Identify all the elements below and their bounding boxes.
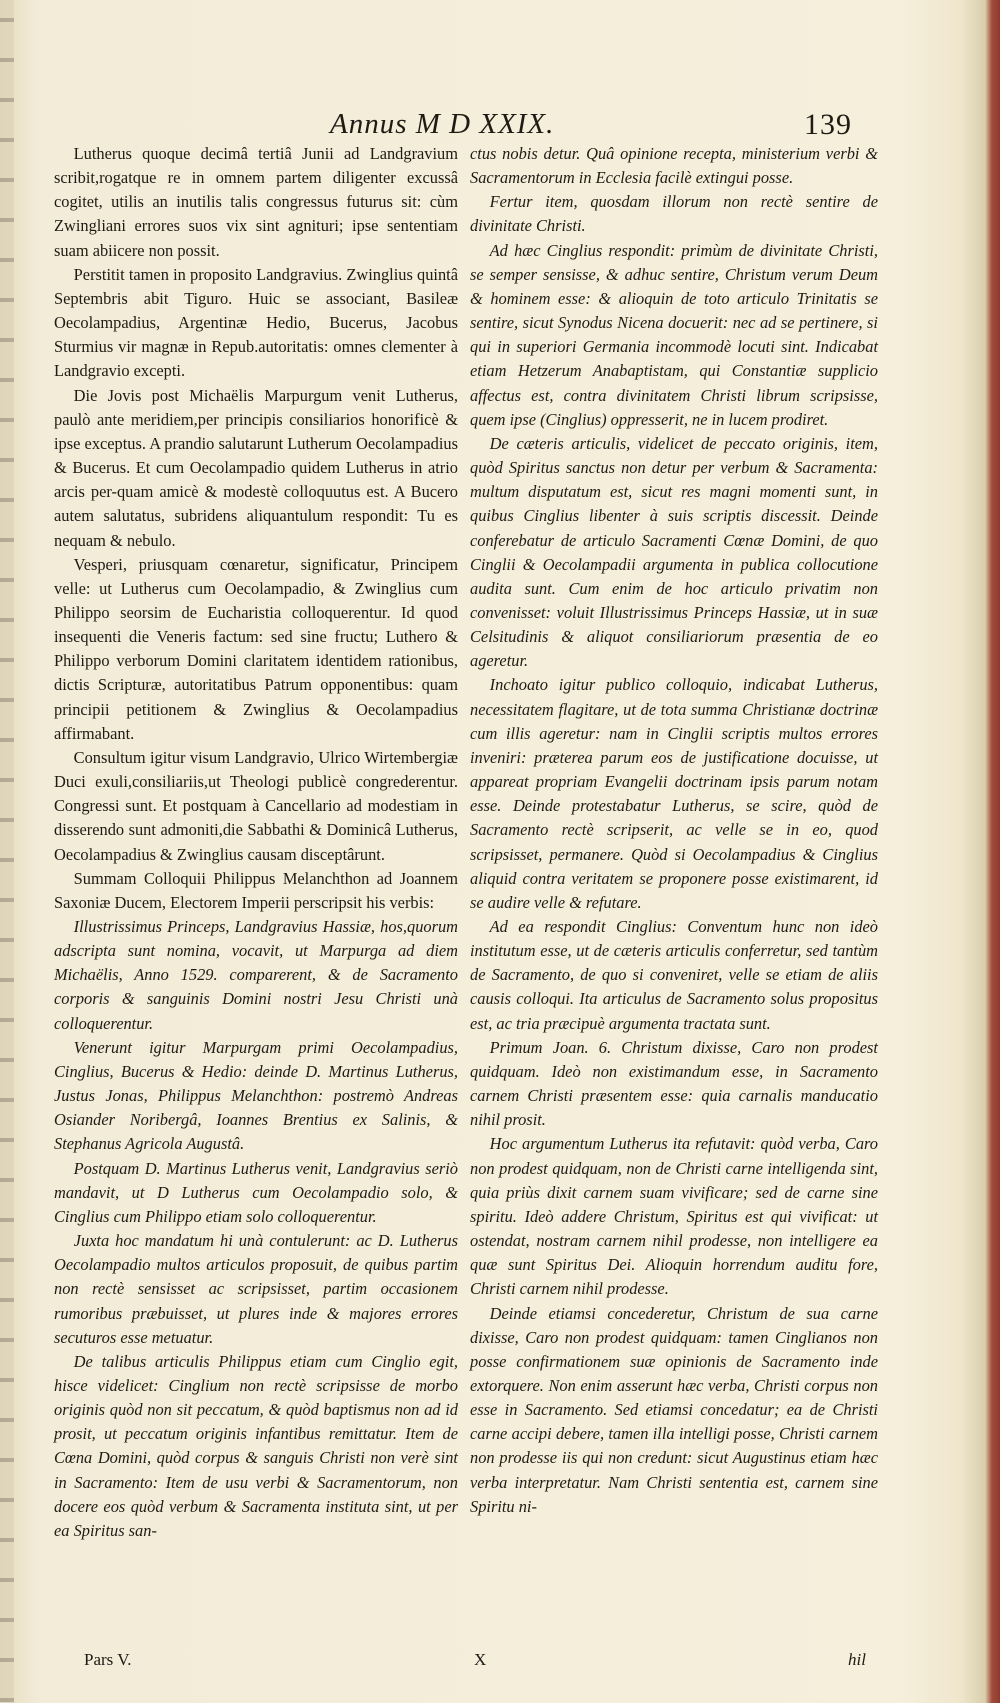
paragraph: Deinde etiamsi concederetur, Christum de sua carne dixisse, Caro non prodest quidquam: tamen Cinglianos non posse confirmationem suæ opinionis de Sacramento inde extorquere. Non enim asserunt hæc verba, Christi corpus non esse in Sacramento. Sed etiamsi concedatur; ea de Christi carne accipi debere, tamen illa intelligi posse, Christi carnem non prodesse iis qui non credunt: sicut Augustinus etiam hæc verba interpretatur. Nam Christi sententia est, carnem sine Spiritu ni- <box>470 1303 878 1516</box>
part-label: Pars V. <box>84 1650 132 1669</box>
paragraph: Postquam D. Martinus Lutherus venit, Landgravius seriò mandavit, ut D Lutherus cum Oecolampadio solo, & Cinglius cum Philippo etiam solo colloquerentur. <box>54 1158 458 1226</box>
binding-gutter <box>0 0 14 1703</box>
paragraph: Vesperi, priusquam cœnaretur, significatur, Principem velle: ut Lutherus cum Oecolampadio, & Zwinglius cum Philippo seorsim de Eucharistia colloquerentur. Id quod insequenti die Veneris factum: sed sine fructu; Luthero & Philippo verborum Domini claritatem identidem rationibus, dictis Scripturæ, autoritatibus Patrum opponentibus: quam principii petitionem & Zwinglius & Oecolampadius affirmabant. <box>54 554 458 743</box>
signature-mark: X <box>474 1650 487 1669</box>
page-footer <box>54 1650 904 1676</box>
paragraph: ctus nobis detur. Quâ opinione recepta, ministerium verbi & Sacramentorum in Ecclesia facilè extingui posse. <box>470 144 878 188</box>
paragraph: Summam Colloquii Philippus Melanchthon ad Joannem Saxoniæ Ducem, Electorem Imperii perscripsit his verbis: <box>54 868 458 912</box>
paragraph: Ad ea respondit Cinglius: Conventum hunc non ideò institutum esse, ut de cæteris articulis conferretur, sed tantùm de Sacramento, de quo si conveniret, velle se etiam de aliis causis colloqui. Ita articulus de Sacramento solus propositus est, ac tria præcipuè argumenta tractata sunt. <box>470 917 878 1033</box>
paragraph: Venerunt igitur Marpurgam primi Oecolampadius, Cinglius, Bucerus & Hedio: deinde D. Martinus Lutherus, Justus Jonas, Philippus Melanchthon: postremò Andreas Osiander Noribergâ, Ioannes Brentius ex Salinis, & Stephanus Agricola Augustâ. <box>54 1037 458 1154</box>
paragraph: Ad hæc Cinglius respondit: primùm de divinitate Christi, se semper sensisse, & adhuc sentire, Christum verum Deum & hominem esse: & alioquin de toto articulo Trinitatis se sentire, sicut Synodus Nicena docuerit: nec ad se pertinere, si qui in superiori Germania incommodè locuti sint. Indicabat etiam Hetzerum Anabaptistam, qui Constantiæ supplicio affectus est, contra divinitatem Christi librum scripsisse, quem ipse (Cinglius) oppresserit, ne in lucem prodiret. <box>470 240 878 429</box>
right-column <box>470 142 878 1519</box>
paragraph: Fertur item, quosdam illorum non rectè sentire de divinitate Christi. <box>470 192 878 236</box>
paragraph: Die Jovis post Michaëlis Marpurgum venit Lutherus, paulò ante meridiem,per principis consiliarios honorificè & ipse exceptus. A prandio salutarunt Lutherum Oecolampadius & Bucerus. Et cum Oecolampadio quidem Lutherus in atrio arcis per-quam amicè & modestè colloquutus est. A Bucero autem salutatus, subridens aliquantulum respondit: Tu es nequam & nebulo. <box>54 385 458 550</box>
paragraph: Illustrissimus Princeps, Landgravius Hassiæ, hos,quorum adscripta sunt nomina, vocavit, ut Marpurga ad diem Michaëlis, Anno 1529. comparerent, & de Sacramento corporis & sanguinis Domini nostri Jesu Christi unà colloquerentur. <box>54 917 458 1033</box>
paragraph: Juxta hoc mandatum hi unà contulerunt: ac D. Lutherus Oecolampadio multos articulos proposuit, de quibus partim non rectè sensisset ac scripsisset, partim occasionem rumoribus præbuisset, ut plures inde & majores errores secuturos esse metuatur. <box>54 1231 458 1347</box>
paragraph: De talibus articulis Philippus etiam cum Cinglio egit, hisce videlicet: Cinglium non rectè scripsisse de morbo originis quòd non sit peccatum, & quòd baptismus non ad id prosit, ut peccatum originis infantibus remittatur. Item de Cœna Domini, quòd corpus & sanguis Christi non verè sint in Sacramento: Item de usu verbi & Sacramentorum, non docere eos quòd verbum & Sacramenta instituta sint, ut per ea Spiritus san- <box>54 1351 458 1540</box>
paragraph: De cæteris articulis, videlicet de peccato originis, item, quòd Spiritus sanctus non detur per verbum & Sacramenta: multum disputatum est, sicut res magni momenti sunt, in quibus Cinglius libenter à suis scriptis discessit. Deinde conferebatur de articulo Sacramenti Cœnæ Domini, de quo Cinglii & Oecolampadii argumenta in publica collocutione audita sunt. Cum enim de hoc articulo privatim non convenisset: voluit Illustrissimus Princeps Hassiæ, ut in suæ Celsitudinis & aliquot consiliariorum præsentia de eo ageretur. <box>470 433 878 671</box>
page-number: 139 <box>804 108 852 141</box>
paragraph: Inchoato igitur publico colloquio, indicabat Lutherus, necessitatem flagitare, ut de tota summa Christianæ doctrinæ cum illis ageretur: nam in Cinglii scriptis multos errores inveniri: præterea parum eos de justificatione docuisse, ut appareat propriam Evangelii doctrinam ipsis parum notam esse. Deinde protestabatur Lutherus, se scire, quòd de Sacramento rectè scripserit, ac velle se in eo, quod scripsisset, permanere. Quòd si Oecolampadius & Cinglius aliquid contra veritatem se proponere posse existimarent, id se audire velle & refutare. <box>470 675 878 912</box>
paragraph: Perstitit tamen in proposito Landgravius. Zwinglius quintâ Septembris abit Tiguro. Huic se associant, Basileæ Oecolampadius, Argentinæ Hedio, Bucerus, Jacobus Sturmius vir magnæ in Repub.autoritatis: omnes clementer à Landgravio excepti. <box>54 264 458 381</box>
running-title: Annus M D XXIX. <box>330 108 555 140</box>
catchword: hil <box>848 1650 866 1669</box>
paragraph: Consultum igitur visum Landgravio, Ulrico Wirtembergiæ Duci exuli,consiliariis,ut Theologi publicè congrederentur. Congressi sunt. Et postquam à Cancellario ad modestiam in disserendo sunt admoniti,die Sabbathi & Dominicâ Lutherus, Oecolampadius & Zwinglius causam disceptârunt. <box>54 747 458 864</box>
left-column <box>54 142 458 1543</box>
paragraph: Primum Joan. 6. Christum dixisse, Caro non prodest quidquam. Ideò non existimandum esse, in Sacramento carnem Christi præsentem esse: quia carnalis manducatio nihil prosit. <box>470 1037 878 1130</box>
paragraph: Lutherus quoque decimâ tertiâ Junii ad Landgravium scribit,rogatque re in omnem partem diligenter excussâ cogitet, utilis an inutilis talis congressus futurus sit: cùm Zwingliani errores suos vix sint agnituri; ipse sententiam suam abiicere non possit. <box>54 144 458 260</box>
paragraph: Hoc argumentum Lutherus ita refutavit: quòd verba, Caro non prodest quidquam, non de Christi carne intelligenda sint, quia priùs dixit carnem suam vivificare; sed de carne sine spiritu. Ideò addere Christum, Spiritus est qui vivificat: ut ostendat, nostram carnem nihil prodesse, non intelligere ea quæ sunt Spiritus Dei. Alioquin horrendum auditu fore, Christi carnem nihil prodesse. <box>470 1134 878 1299</box>
page-header <box>330 108 890 144</box>
